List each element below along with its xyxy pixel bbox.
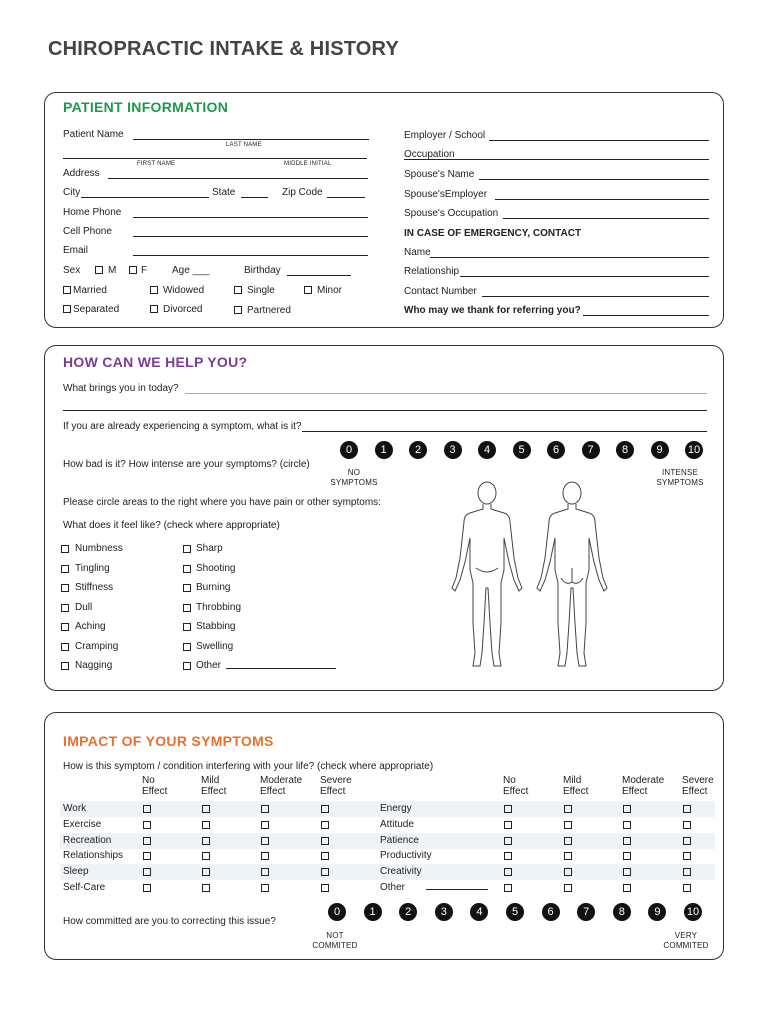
commitment-7-circle[interactable]: 7 xyxy=(577,903,595,921)
symptom-label: If you are already experiencing a symptom, what is it? xyxy=(63,421,302,432)
impact-exercise-checkbox-1[interactable] xyxy=(202,821,210,829)
sex-f-checkbox[interactable] xyxy=(129,266,137,274)
referral-label: Who may we thank for referring you? xyxy=(404,305,581,316)
employer-line[interactable] xyxy=(489,140,709,141)
feel-stabbing-label: Stabbing xyxy=(196,621,236,632)
impact-patience-checkbox-3[interactable] xyxy=(683,837,691,845)
feel-other-label: Other xyxy=(196,660,222,671)
col-header-line-2: Effect xyxy=(142,786,168,797)
feel-tingling-checkbox[interactable] xyxy=(61,565,69,573)
col-header-line-1: No xyxy=(503,775,516,786)
front-body-figure xyxy=(452,482,522,666)
single-label: Single xyxy=(247,285,275,296)
col-header-line-2: Effect xyxy=(563,786,589,797)
impact-recreation-checkbox-3[interactable] xyxy=(321,837,329,845)
brings-line-2[interactable] xyxy=(63,410,707,411)
occupation-label: Occupation xyxy=(404,149,455,160)
impact-row-sleep-label: Sleep xyxy=(63,866,89,878)
email-line[interactable] xyxy=(133,255,368,256)
employer-label: Employer / School xyxy=(404,130,486,141)
col-header-line-1: Mild xyxy=(201,775,220,786)
impact-attitude-checkbox-0[interactable] xyxy=(504,821,512,829)
commitment-10-circle[interactable]: 10 xyxy=(684,903,702,921)
impact-work-checkbox-2[interactable] xyxy=(261,805,269,813)
spouse-name-line[interactable] xyxy=(479,179,709,180)
impact-col-header-right-2 xyxy=(622,775,664,797)
intensity-1-circle[interactable]: 1 xyxy=(375,441,393,459)
not-committed-line-1: NOT xyxy=(326,931,344,940)
cell-phone-label: Cell Phone xyxy=(63,226,112,237)
no-symptoms-line-2: SYMPTOMS xyxy=(330,478,378,487)
spouse-employer-line[interactable] xyxy=(495,199,709,200)
relationship-label: Relationship xyxy=(404,266,460,277)
spouse-employer-label: Spouse'sEmployer xyxy=(404,189,488,200)
minor-checkbox[interactable] xyxy=(304,286,312,294)
divorced-checkbox[interactable] xyxy=(150,305,158,313)
impact-attitude-checkbox-3[interactable] xyxy=(683,821,691,829)
impact-question: How is this symptom / condition interfering with your life? (check where appropriate) xyxy=(63,761,434,772)
commitment-9-circle[interactable]: 9 xyxy=(648,903,666,921)
feel-other-checkbox[interactable] xyxy=(183,662,191,670)
impact-work-checkbox-3[interactable] xyxy=(321,805,329,813)
partnered-label: Partnered xyxy=(247,305,291,316)
commitment-1-circle[interactable]: 1 xyxy=(364,903,382,921)
impact-relationships-checkbox-3[interactable] xyxy=(321,852,329,860)
col-header-line-1: No xyxy=(142,775,155,786)
impact-row-attitude-label: Attitude xyxy=(380,818,414,830)
help-heading: HOW CAN WE HELP YOU? xyxy=(63,354,248,370)
feel-sharp-label: Sharp xyxy=(196,543,223,554)
feel-burning-checkbox[interactable] xyxy=(183,584,191,592)
impact-col-header-left-0 xyxy=(142,775,167,797)
sex-m-checkbox[interactable] xyxy=(95,266,103,274)
impact-col-header-right-0 xyxy=(503,775,528,797)
referral-line[interactable] xyxy=(583,315,709,316)
widowed-checkbox[interactable] xyxy=(150,286,158,294)
col-header-line-1: Mild xyxy=(563,775,582,786)
impact-row-patience-label: Patience xyxy=(380,834,419,846)
last-name-caption: LAST NAME xyxy=(226,142,262,148)
impact-col-header-left-3 xyxy=(320,775,352,797)
impact-row-other-label: Other xyxy=(380,882,406,893)
home-phone-line[interactable] xyxy=(133,217,368,218)
intensity-10-circle[interactable]: 10 xyxy=(685,441,703,459)
intensity-2-circle[interactable]: 2 xyxy=(409,441,427,459)
col-header-line-1: Severe xyxy=(320,775,352,786)
feel-tingling-label: Tingling xyxy=(75,562,110,574)
impact-relationships-checkbox-2[interactable] xyxy=(261,852,269,860)
first-name-caption: FIRST NAME xyxy=(137,161,176,167)
committed-label: How committed are you to correcting this issue? xyxy=(63,916,276,927)
feel-swelling-checkbox[interactable] xyxy=(183,643,191,651)
impact-heading: IMPACT OF YOUR SYMPTOMS xyxy=(63,733,274,749)
feel-numbness-checkbox[interactable] xyxy=(61,545,69,553)
state-line[interactable] xyxy=(241,197,268,198)
impact-productivity-checkbox-0[interactable] xyxy=(504,852,512,860)
feel-numbness-label: Numbness xyxy=(75,543,123,554)
sex-f-label: F xyxy=(141,265,148,276)
feel-dull-checkbox[interactable] xyxy=(61,604,69,612)
impact-row-recreation-label: Recreation xyxy=(63,834,112,846)
birthday-line[interactable] xyxy=(287,275,351,276)
intensity-7-circle[interactable]: 7 xyxy=(582,441,600,459)
impact-exercise-checkbox-0[interactable] xyxy=(143,821,151,829)
very-committed-line-1: VERY xyxy=(674,931,698,940)
contact-number-line[interactable] xyxy=(482,296,709,297)
impact-col-header-right-1 xyxy=(563,775,588,797)
feel-dull-label: Dull xyxy=(75,601,93,613)
spouse-name-label: Spouse's Name xyxy=(404,169,475,180)
impact-recreation-checkbox-0[interactable] xyxy=(143,837,151,845)
intensity-5-circle[interactable]: 5 xyxy=(513,441,531,459)
zip-line[interactable] xyxy=(327,197,365,198)
impact-creativity-checkbox-2[interactable] xyxy=(623,868,631,876)
occupation-line[interactable] xyxy=(404,159,709,160)
commitment-3-circle[interactable]: 3 xyxy=(435,903,453,921)
impact-productivity-checkbox-3[interactable] xyxy=(683,852,691,860)
home-phone-label: Home Phone xyxy=(63,207,122,218)
intense-line-2: SYMPTOMS xyxy=(656,478,704,487)
feel-nagging-label: Nagging xyxy=(75,660,113,671)
emergency-heading: IN CASE OF EMERGENCY, CONTACT xyxy=(404,228,582,239)
body-diagram[interactable] xyxy=(440,478,620,678)
emergency-name-line[interactable] xyxy=(430,257,709,258)
first-name-line[interactable] xyxy=(63,158,367,159)
commitment-6-circle[interactable]: 6 xyxy=(542,903,560,921)
intensity-9-circle[interactable]: 9 xyxy=(651,441,669,459)
impact-col-header-left-1 xyxy=(201,775,226,797)
age-label: Age ___ xyxy=(172,265,210,276)
impact-productivity-checkbox-1[interactable] xyxy=(564,852,572,860)
divorced-label: Divorced xyxy=(163,304,203,315)
back-body-figure xyxy=(537,482,607,666)
impact-recreation-checkbox-2[interactable] xyxy=(261,837,269,845)
commitment-2-circle[interactable]: 2 xyxy=(399,903,417,921)
impact-patience-checkbox-0[interactable] xyxy=(504,837,512,845)
impact-exercise-checkbox-2[interactable] xyxy=(261,821,269,829)
feel-like-label: What does it feel like? (check where appropriate) xyxy=(63,520,280,531)
impact-row-productivity-label: Productivity xyxy=(380,850,432,862)
col-header-line-2: Effect xyxy=(320,786,346,797)
impact-energy-checkbox-3[interactable] xyxy=(683,805,691,813)
impact-attitude-checkbox-1[interactable] xyxy=(564,821,572,829)
married-checkbox[interactable] xyxy=(63,286,71,294)
feel-throbbing-checkbox[interactable] xyxy=(183,604,191,612)
intense-symptoms-label xyxy=(648,468,712,488)
impact-recreation-checkbox-1[interactable] xyxy=(202,837,210,845)
impact-creativity-checkbox-0[interactable] xyxy=(504,868,512,876)
no-symptoms-line-1: NO xyxy=(347,468,361,477)
impact-relationships-checkbox-0[interactable] xyxy=(143,852,151,860)
impact-row-creativity-label: Creativity xyxy=(380,866,422,878)
intensity-0-circle[interactable]: 0 xyxy=(340,441,358,459)
feel-cramping-label: Cramping xyxy=(75,640,119,652)
impact-energy-checkbox-2[interactable] xyxy=(623,805,631,813)
commitment-8-circle[interactable]: 8 xyxy=(613,903,631,921)
separated-checkbox[interactable] xyxy=(63,305,71,313)
feel-shooting-label: Shooting xyxy=(196,562,236,574)
feel-swelling-label: Swelling xyxy=(196,640,234,652)
impact-work-checkbox-1[interactable] xyxy=(202,805,210,813)
how-bad-label: How bad is it? How intense are your symptoms? (circle) xyxy=(63,459,310,470)
feel-shooting-checkbox[interactable] xyxy=(183,565,191,573)
no-symptoms-label xyxy=(322,468,386,488)
impact-exercise-checkbox-3[interactable] xyxy=(321,821,329,829)
feel-aching-label: Aching xyxy=(75,621,106,632)
col-header-line-1: Moderate xyxy=(622,775,665,786)
impact-other-checkbox-0[interactable] xyxy=(504,884,512,892)
relationship-line[interactable] xyxy=(460,276,709,277)
impact-self-care-checkbox-3[interactable] xyxy=(321,884,329,892)
city-label: City xyxy=(63,187,81,198)
address-line[interactable] xyxy=(108,178,368,179)
impact-sleep-checkbox-2[interactable] xyxy=(261,868,269,876)
col-header-line-1: Severe xyxy=(682,775,714,786)
city-line[interactable] xyxy=(81,197,209,198)
impact-sleep-checkbox-0[interactable] xyxy=(143,868,151,876)
impact-self-care-checkbox-1[interactable] xyxy=(202,884,210,892)
impact-patience-checkbox-2[interactable] xyxy=(623,837,631,845)
impact-productivity-checkbox-2[interactable] xyxy=(623,852,631,860)
impact-creativity-checkbox-3[interactable] xyxy=(683,868,691,876)
brings-label: What brings you in today? xyxy=(63,383,179,394)
impact-other-checkbox-1[interactable] xyxy=(564,884,572,892)
married-label: Married xyxy=(73,285,107,296)
feel-sharp-checkbox[interactable] xyxy=(183,545,191,553)
impact-col-header-left-2 xyxy=(260,775,302,797)
impact-row-self-care-label: Self-Care xyxy=(63,882,106,893)
intensity-3-circle[interactable]: 3 xyxy=(444,441,462,459)
very-committed-label xyxy=(654,931,718,951)
impact-other-checkbox-3[interactable] xyxy=(683,884,691,892)
last-name-line[interactable] xyxy=(133,139,369,140)
impact-row-energy-label: Energy xyxy=(380,803,412,814)
minor-label: Minor xyxy=(317,285,343,296)
middle-initial-caption: MIDDLE INITIAL xyxy=(284,161,332,167)
impact-energy-checkbox-0[interactable] xyxy=(504,805,512,813)
contact-number-label: Contact Number xyxy=(404,286,477,297)
sex-m-label: M xyxy=(108,265,117,276)
zip-label: Zip Code xyxy=(282,187,323,198)
patient-info-panel xyxy=(44,92,724,328)
col-header-line-2: Effect xyxy=(622,786,648,797)
commitment-5-circle[interactable]: 5 xyxy=(506,903,524,921)
impact-energy-checkbox-1[interactable] xyxy=(564,805,572,813)
impact-patience-checkbox-1[interactable] xyxy=(564,837,572,845)
page-title: CHIROPRACTIC INTAKE & HISTORY xyxy=(48,38,399,60)
impact-relationships-checkbox-1[interactable] xyxy=(202,852,210,860)
impact-other-checkbox-2[interactable] xyxy=(623,884,631,892)
impact-self-care-checkbox-2[interactable] xyxy=(261,884,269,892)
impact-sleep-checkbox-1[interactable] xyxy=(202,868,210,876)
feel-burning-label: Burning xyxy=(196,582,231,593)
impact-work-checkbox-0[interactable] xyxy=(143,805,151,813)
col-header-line-2: Effect xyxy=(503,786,529,797)
feel-aching-checkbox[interactable] xyxy=(61,623,69,631)
impact-col-header-right-3 xyxy=(682,775,714,797)
feel-stabbing-checkbox[interactable] xyxy=(183,623,191,631)
not-committed-line-2: COMMITED xyxy=(312,941,358,950)
emergency-name-label: Name xyxy=(404,247,431,258)
impact-row-work-label: Work xyxy=(63,803,87,814)
col-header-line-2: Effect xyxy=(682,786,708,797)
feel-stiffness-checkbox[interactable] xyxy=(61,584,69,592)
col-header-line-2: Effect xyxy=(260,786,286,797)
intensity-8-circle[interactable]: 8 xyxy=(616,441,634,459)
patient-info-heading: PATIENT INFORMATION xyxy=(63,99,229,115)
sex-label: Sex xyxy=(63,265,81,276)
not-committed-label xyxy=(303,931,367,951)
impact-attitude-checkbox-2[interactable] xyxy=(623,821,631,829)
birthday-label: Birthday xyxy=(244,265,281,276)
other-feel-line[interactable] xyxy=(226,668,336,669)
impact-sleep-checkbox-3[interactable] xyxy=(321,868,329,876)
feel-stiffness-label: Stiffness xyxy=(75,582,114,593)
commitment-0-circle[interactable]: 0 xyxy=(328,903,346,921)
feel-cramping-checkbox[interactable] xyxy=(61,643,69,651)
feel-nagging-checkbox[interactable] xyxy=(61,662,69,670)
widowed-label: Widowed xyxy=(163,285,205,296)
email-label: Email xyxy=(63,245,89,256)
spouse-occupation-label: Spouse's Occupation xyxy=(404,208,499,219)
col-header-line-1: Moderate xyxy=(260,775,303,786)
brings-line[interactable] xyxy=(185,393,707,394)
cell-phone-line[interactable] xyxy=(133,236,368,237)
intensity-6-circle[interactable]: 6 xyxy=(547,441,565,459)
very-committed-line-2: COMMITED xyxy=(663,941,709,950)
impact-self-care-checkbox-0[interactable] xyxy=(143,884,151,892)
help-panel xyxy=(44,345,724,691)
intensity-4-circle[interactable]: 4 xyxy=(478,441,496,459)
patient-name-label: Patient Name xyxy=(63,129,124,140)
single-checkbox[interactable] xyxy=(234,286,242,294)
symptom-line[interactable] xyxy=(302,431,707,432)
impact-creativity-checkbox-1[interactable] xyxy=(564,868,572,876)
state-label: State xyxy=(212,187,236,198)
feel-throbbing-label: Throbbing xyxy=(196,601,242,613)
col-header-line-2: Effect xyxy=(201,786,227,797)
commitment-4-circle[interactable]: 4 xyxy=(470,903,488,921)
partnered-checkbox[interactable] xyxy=(234,306,242,314)
spouse-occupation-line[interactable] xyxy=(503,218,709,219)
impact-row-exercise-label: Exercise xyxy=(63,818,102,830)
intense-line-1: INTENSE xyxy=(661,468,699,477)
impact-row-relationships-label: Relationships xyxy=(63,850,124,862)
circle-areas-label: Please circle areas to the right where you have pain or other symptoms: xyxy=(63,497,381,508)
separated-label: Separated xyxy=(73,304,120,315)
impact-other-line[interactable] xyxy=(426,889,488,890)
address-label: Address xyxy=(63,168,100,179)
